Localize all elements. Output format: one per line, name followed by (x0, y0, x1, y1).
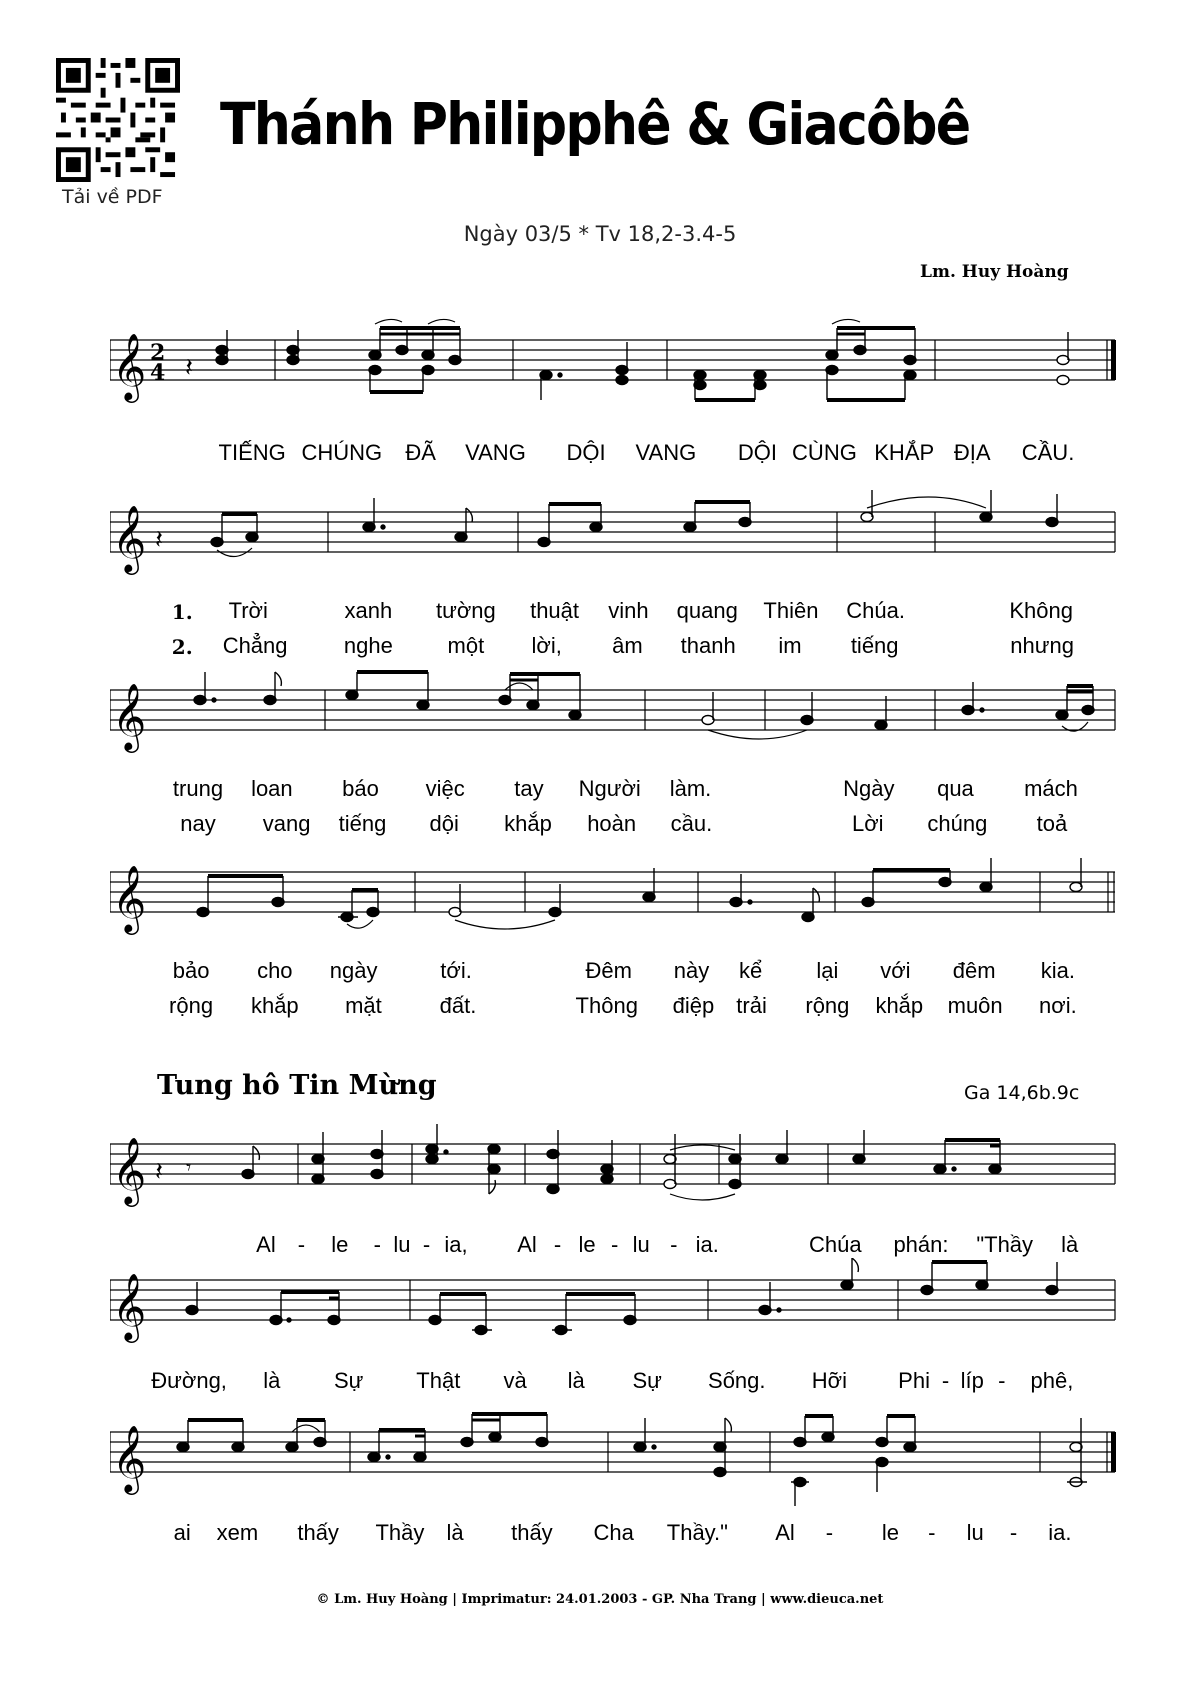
qr-code-icon[interactable] (56, 58, 180, 182)
gospel-section-title: Tung hô Tin Mừng (157, 1070, 437, 1101)
qr-download-label[interactable]: Tải về PDF (62, 186, 163, 208)
composer-name: Lm. Huy Hoàng (920, 262, 1069, 282)
staff-gospel-2 (110, 1258, 1122, 1358)
staff-refrain (110, 318, 1122, 428)
svg-text:𝄞: 𝄞 (112, 682, 147, 750)
song-title: Thánh Philipphê & Giacôbê (220, 90, 970, 158)
footer-copyright: © Lm. Huy Hoàng | Imprimatur: 24.01.2003 - GP. Nha Trang | www.dieuca.net (316, 1592, 884, 1607)
staff-gospel-1 (110, 1122, 1122, 1222)
staff-verse-3 (110, 850, 1122, 950)
svg-text:𝄞: 𝄞 (112, 1136, 147, 1204)
staff-verse-1 (110, 490, 1122, 590)
svg-text:𝄞: 𝄞 (112, 1272, 147, 1340)
svg-text:2: 2 (150, 340, 166, 366)
treble-clef-icon: 𝄞 (112, 332, 147, 400)
svg-text:𝄞: 𝄞 (112, 1424, 147, 1492)
gospel-reference: Ga 14,6b.9c (964, 1082, 1080, 1104)
svg-text:𝄾: 𝄾 (186, 1155, 192, 1179)
quarter-rest-icon: 𝄽 (185, 353, 193, 383)
svg-text:𝄽: 𝄽 (155, 525, 163, 555)
svg-text:𝄞: 𝄞 (112, 864, 147, 932)
song-subtitle: Ngày 03/5 * Tv 18,2-3.4-5 (463, 222, 737, 246)
staff-gospel-3 (110, 1410, 1122, 1510)
svg-text:4: 4 (150, 360, 166, 386)
svg-text:𝄽: 𝄽 (155, 1157, 163, 1187)
svg-text:𝄞: 𝄞 (112, 504, 147, 572)
staff-verse-2 (110, 668, 1122, 768)
